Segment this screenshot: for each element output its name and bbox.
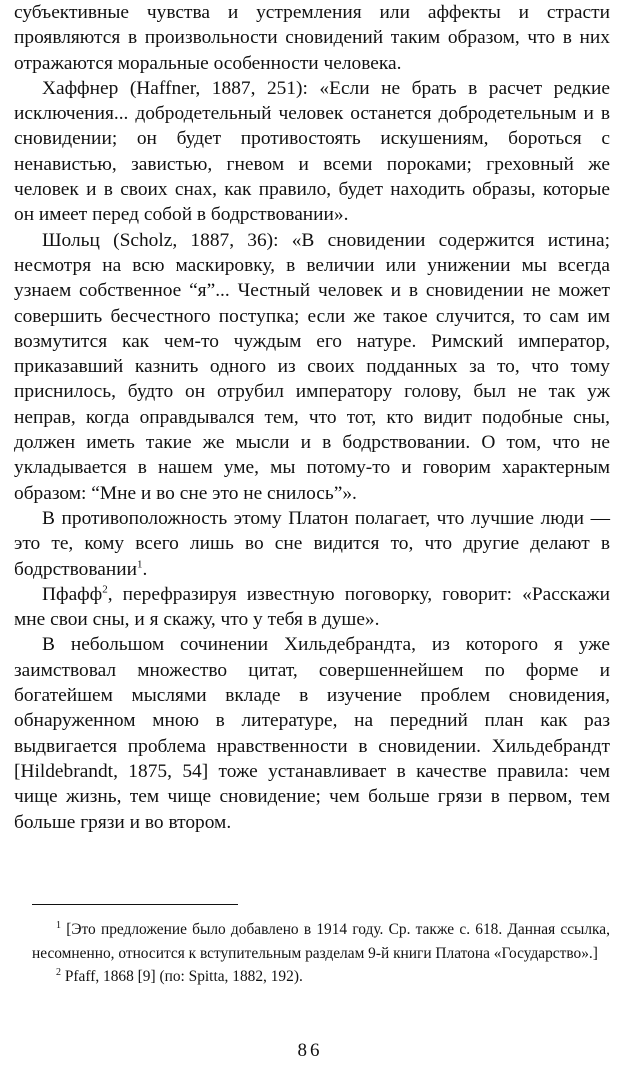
footnote-1	[32, 918, 610, 965]
paragraph-text: Шольц (Scholz, 1887, 36): «В сновидении содержится истина; несмотря на всю маскировку, в величии или унижении мы всегда узнаем собственное “я”... Честный человек и в сновидении не может совершить бесчестного поступка; если же такое случится, то сам им возмутится как чем-то чуждым его натуре. Римский император, приказавший казнить одного из своих подданных за то, что тому приснилось, будто он отрубил императору голову, был не так уж неправ, когда оправдывался тем, что тот, кто видит подобные сны, должен иметь такие же мысли и в бодрствовании. О том, что не укладывается в нашем уме, мы потому-то и говорим характерным образом: “Мне и во сне это не снилось”».	[14, 229, 610, 504]
paragraph-haffner-quote	[14, 76, 610, 228]
paragraph-text-tail: .	[142, 558, 148, 580]
paragraph-text: Пфафф	[42, 583, 103, 605]
paragraph-text-tail: , перефразируя известную поговорку, говорит: «Расскажи мне свои сны, и я скажу, что у тебя в душе».	[14, 583, 610, 631]
paragraph-text: субъективные чувства и устремления или аффекты и страсти проявляются в произвольности сновидений таким образом, что в них отражаются моральные особенности человека.	[14, 2, 610, 74]
paragraph-text: В небольшом сочинении Хильдебрандта, из которого я уже заимствовал множество цитат, совершеннейшем по форме и богатейшем мыслями вкладе в изучение проблем сновидения, обнаруженном мною в литературе, на передний план как раз выдвигается проблема нравственности в сновидении. Хильдебрандт [Hildebrandt, 1875, 54] тоже устанавливает в качестве правила: чем чище жизнь, тем чище сновидение; чем больше грязи в первом, тем больше грязи и во втором.	[14, 634, 610, 833]
paragraph-plato	[14, 506, 610, 582]
page-number: 86	[297, 1040, 323, 1061]
footnote-text: [Это предложение было добавлено в 1914 году. Ср. также с. 618. Данная ссылка, несомненно, относится к вступительным разделам 9-й книги Платона «Государство».]	[32, 921, 610, 962]
paragraph-text: В противоположность этому Платон полагает, что лучшие люди — это те, кому всего лишь во сне видится то, что другие делают в бодрствовании	[14, 507, 610, 580]
footnote-2	[32, 965, 610, 989]
footnote-ref-1[interactable]: 1	[137, 558, 143, 571]
footnote-mark: 2	[56, 966, 61, 978]
paragraph-continuation	[14, 0, 610, 76]
main-text	[14, 0, 610, 835]
page-body	[14, 0, 610, 835]
footnote-divider	[32, 904, 238, 905]
paragraph-scholz-quote	[14, 228, 610, 506]
footnote-mark: 1	[56, 919, 61, 931]
footnote-text: Pfaff, 1868 [9] (по: Spitta, 1882, 192).	[64, 968, 303, 985]
paragraph-pfaff	[14, 582, 610, 633]
paragraph-text: Хаффнер (Haffner, 1887, 251): «Если не брать в расчет редкие исключения... добродетельный человек останется добродетельным и в сновидении; он будет противостоять искушениям, бороться с ненавистью, завистью, гневом и всеми пороками; греховный же человек и в своих снах, как правило, будет находить образы, которые он имеет перед собой в бодрствовании».	[14, 77, 610, 226]
footnotes	[32, 918, 610, 989]
footnote-ref-2[interactable]: 2	[102, 583, 108, 596]
paragraph-hildebrandt	[14, 632, 610, 834]
